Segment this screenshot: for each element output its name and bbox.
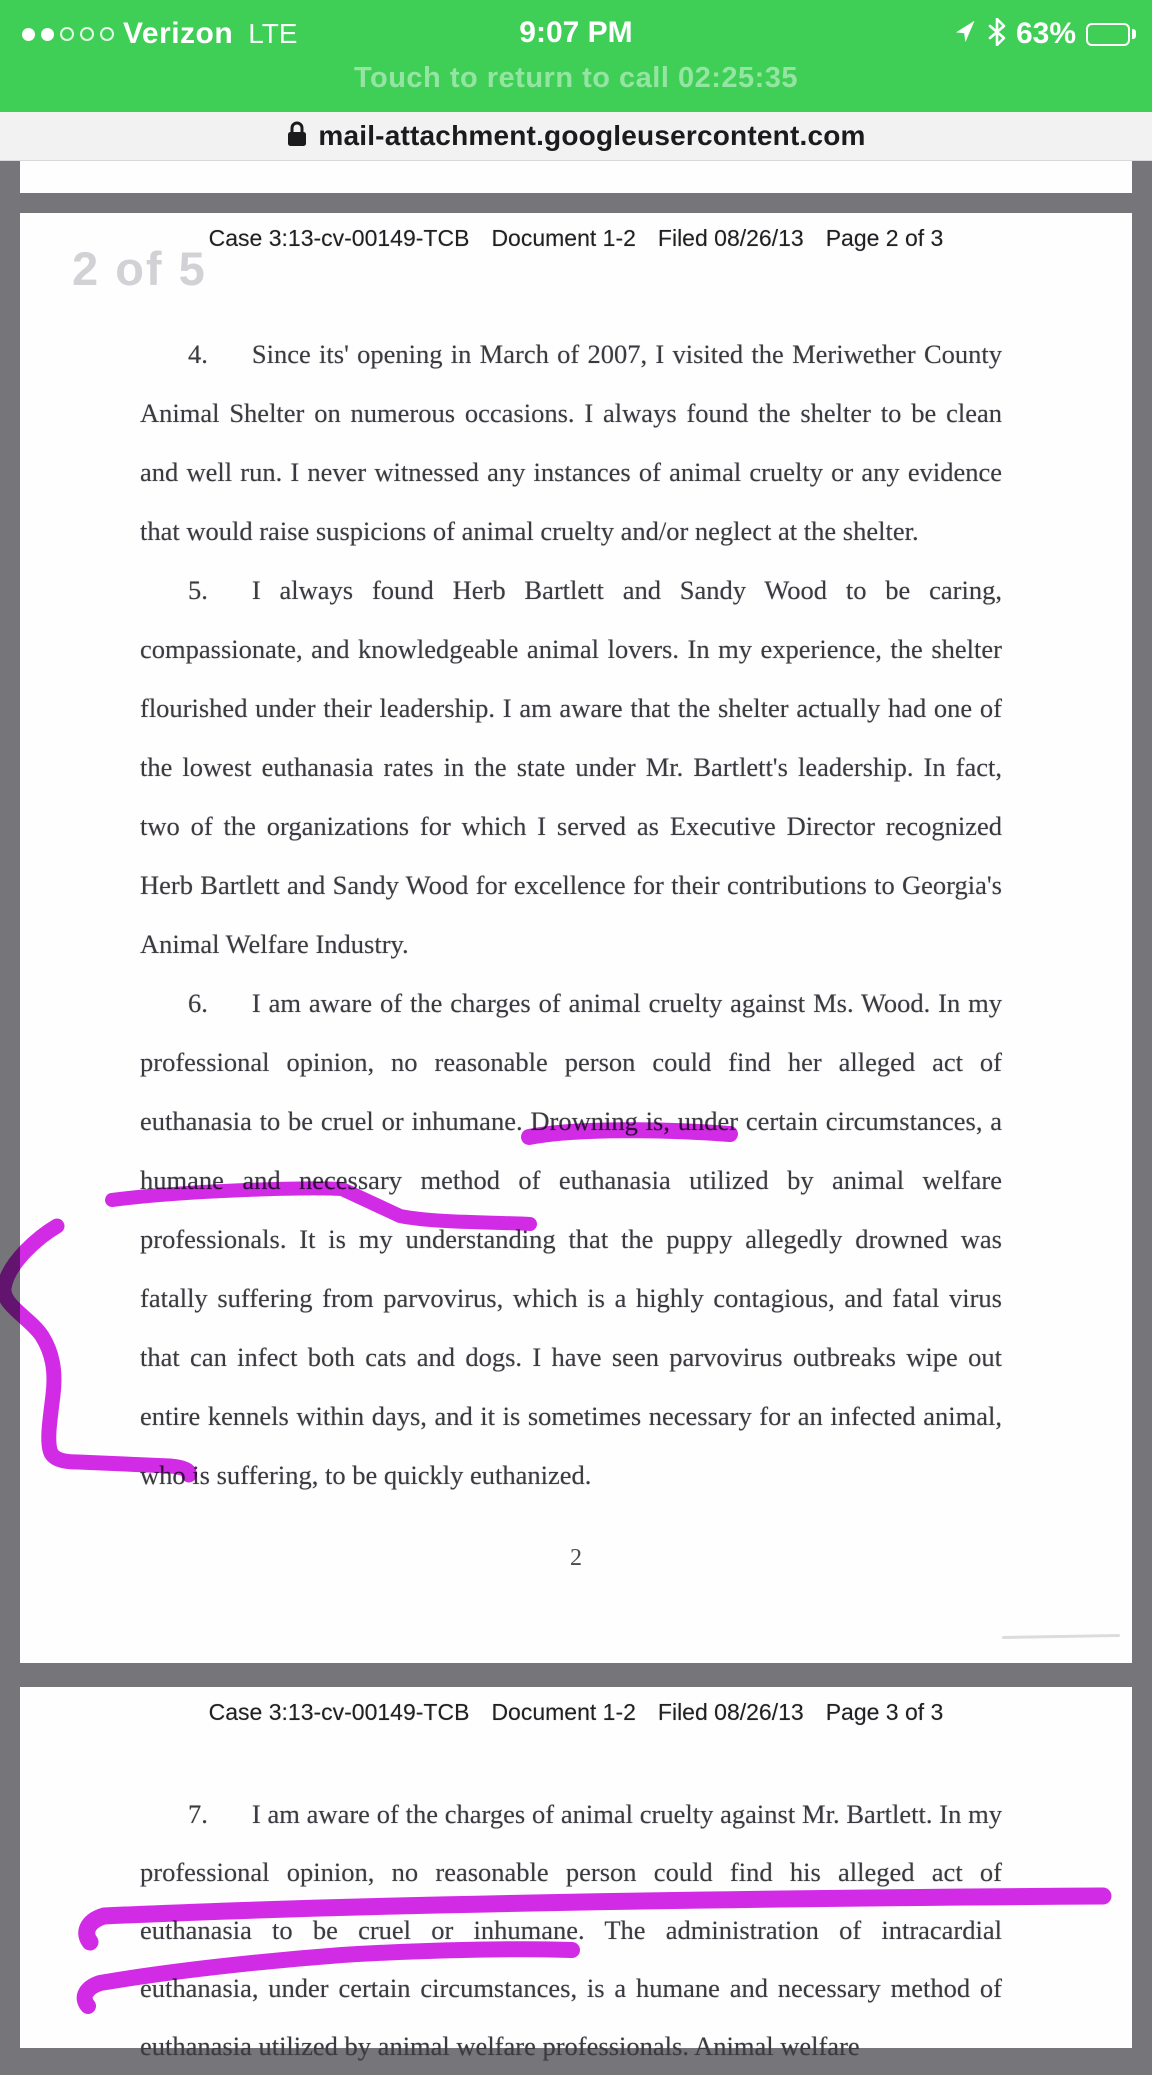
case-caption-header-page3 (20, 1699, 1132, 1726)
location-arrow-icon (954, 20, 978, 49)
browser-url-bar[interactable] (0, 112, 1152, 161)
battery-percent-label: 63% (1015, 17, 1076, 50)
header-part: Filed 08/26/13 (657, 225, 804, 251)
document-line: that would raise suspicions of animal cruelty and/or neglect at the shelter. (140, 516, 919, 546)
scan-artifact-line (1002, 1634, 1120, 1639)
carrier-label: Verizon (123, 17, 234, 50)
header-part: Page 2 of 3 (825, 225, 944, 251)
paragraph-number: 6. (188, 988, 208, 1018)
header-part: Case 3:13-cv-00149-TCB (208, 1699, 470, 1725)
battery-icon (1086, 23, 1136, 46)
document-line: professionals. It is my understanding that the puppy allegedly drowned was (140, 1224, 1002, 1254)
document-line: that can infect both cats and dogs. I have seen parvovirus outbreaks wipe out (140, 1342, 1002, 1372)
header-part: Filed 08/26/13 (657, 1699, 804, 1725)
network-type-label: LTE (248, 18, 298, 49)
document-line: humane and necessary method of euthanasia utilized by animal welfare (140, 1165, 1002, 1195)
document-line: euthanasia to be cruel or inhumane. Drowning is, under certain circumstances, a (140, 1106, 1002, 1136)
affidavit-text-page2 (140, 325, 1002, 1505)
document-line: Animal Welfare Industry. (140, 929, 409, 959)
document-line: entire kennels within days, and it is sometimes necessary for an infected animal, (140, 1401, 1002, 1431)
page-number-footer: 2 (570, 1545, 582, 1571)
header-part: Document 1-2 (491, 225, 636, 251)
header-part: Page 3 of 3 (825, 1699, 944, 1725)
document-line: two of the organizations for which I served as Executive Director recognized (140, 811, 1002, 841)
url-domain-text: mail-attachment.googleusercontent.com (318, 120, 866, 151)
pdf-viewer-scroll-area[interactable] (0, 160, 1152, 2061)
page1-bottom-edge (20, 160, 1132, 193)
document-line: compassionate, and knowledgeable animal lovers. In my experience, the shelter (140, 634, 1002, 664)
viewer-page-indicator-watermark: 2 of 5 (72, 242, 207, 295)
status-bar (0, 0, 1152, 112)
header-part: Case 3:13-cv-00149-TCB (208, 225, 470, 251)
affidavit-text-page3 (140, 1785, 1002, 2075)
paragraph-number: 7. (188, 1799, 208, 1829)
document-line: Animal Shelter on numerous occasions. I always found the shelter to be clean (140, 398, 1002, 428)
document-line: 4. Since its' opening in March of 2007, I visited the Meriwether County (140, 325, 1002, 384)
document-line: professional opinion, no reasonable person could find her alleged act of (140, 1047, 1002, 1077)
document-line: and well run. I never witnessed any instances of animal cruelty or any evidence (140, 457, 1002, 487)
document-line: the lowest euthanasia rates in the state under Mr. Bartlett's leadership. In fact, (140, 752, 1002, 782)
document-line: 6. I am aware of the charges of animal cruelty against Ms. Wood. In my (140, 974, 1002, 1033)
document-line: euthanasia to be cruel or inhumane. The administration of intracardial (140, 1915, 1002, 1945)
return-to-call-banner[interactable]: Touch to return to call 02:25:35 (353, 62, 799, 94)
lock-icon (286, 120, 308, 153)
document-line: 5. I always found Herb Bartlett and Sandy Wood to be caring, (140, 561, 1002, 620)
document-line: professional opinion, no reasonable person could find his alleged act of (140, 1857, 1002, 1887)
case-caption-header-page2 (20, 225, 1132, 252)
document-line: fatally suffering from parvovirus, which is a highly contagious, and fatal virus (140, 1283, 1002, 1313)
document-line: who is suffering, to be quickly euthanized. (140, 1460, 592, 1490)
document-line: euthanasia, under certain circumstances, is a humane and necessary method of (140, 1973, 1002, 2003)
document-line: 7. I am aware of the charges of animal cruelty against Mr. Bartlett. In my (140, 1785, 1002, 1843)
header-part: Document 1-2 (491, 1699, 636, 1725)
document-line: flourished under their leadership. I am aware that the shelter actually had one of (140, 693, 1002, 723)
document-page-3 (20, 1687, 1132, 2061)
bluetooth-icon (988, 18, 1006, 51)
paragraph-number: 4. (188, 339, 208, 369)
clock: 9:07 PM (519, 16, 633, 49)
document-line: Herb Bartlett and Sandy Wood for excellence for their contributions to Georgia's (140, 870, 1002, 900)
document-line: euthanasia utilized by animal welfare professionals. Animal welfare (140, 2031, 860, 2061)
document-page-2 (20, 213, 1132, 1663)
paragraph-number: 5. (188, 575, 208, 605)
